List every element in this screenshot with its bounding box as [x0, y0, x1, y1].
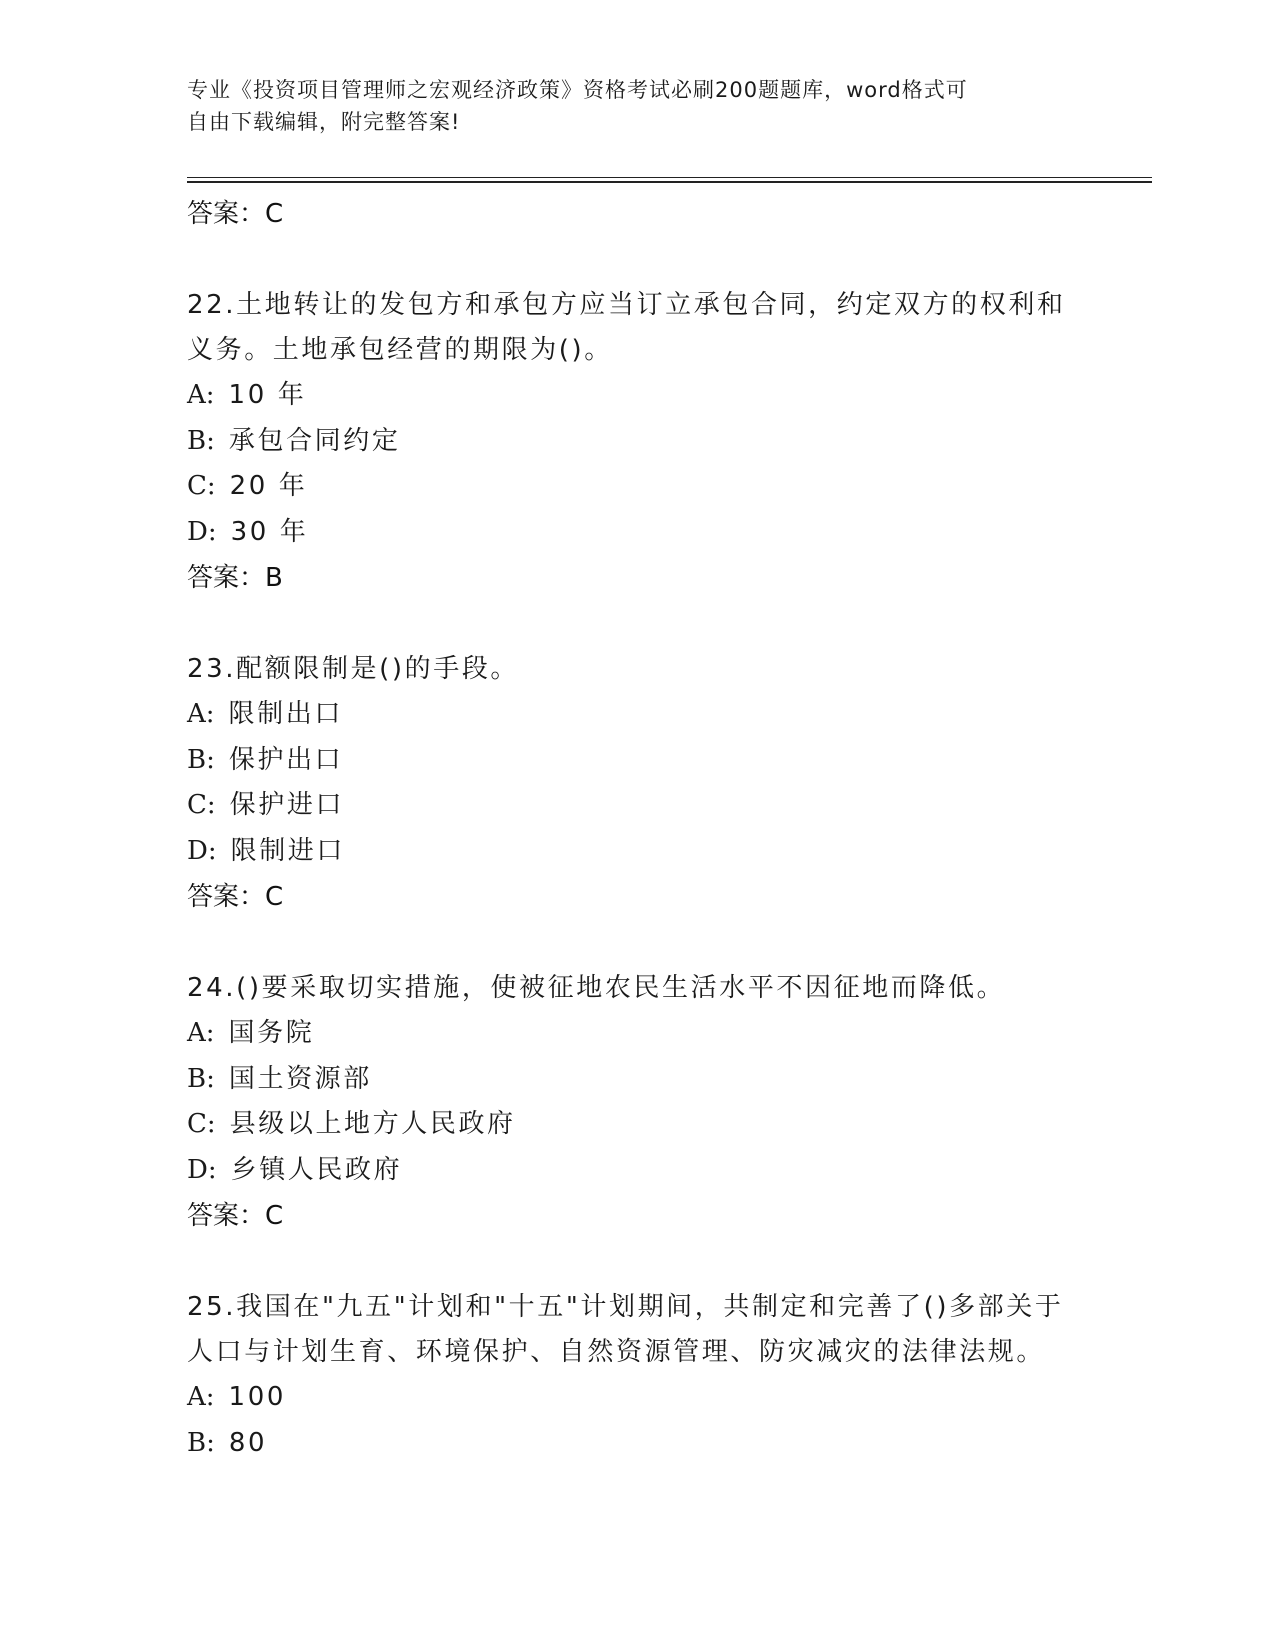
- option-text: 80: [228, 1427, 268, 1458]
- option-key: B:: [187, 1427, 215, 1458]
- spacer: [187, 237, 1087, 283]
- question-block: [187, 283, 1087, 601]
- answer-line: 答案：B: [187, 563, 283, 593]
- option-text: 国务院: [228, 1018, 315, 1048]
- header-line-2: 自由下载编辑，附完整答案!: [187, 110, 461, 134]
- option-key: A:: [187, 1382, 215, 1412]
- option-c: [187, 1102, 1087, 1148]
- option-key: D:: [187, 1154, 217, 1185]
- option-key: D:: [187, 516, 217, 547]
- option-text: 承包合同约定: [228, 425, 401, 456]
- option-c: [187, 783, 1087, 829]
- option-text: 保护出口: [228, 744, 344, 775]
- option-text: 国土资源部: [228, 1063, 372, 1094]
- option-a: [187, 373, 1087, 419]
- option-key: B:: [187, 744, 215, 775]
- option-key: C:: [187, 1109, 216, 1139]
- spacer: [187, 601, 1087, 647]
- header-line-1: 专业《投资项目管理师之宏观经济政策》资格考试必刷200题题库，word格式可: [187, 78, 968, 102]
- option-a: [187, 1011, 1087, 1057]
- question-text: 23.配额限制是()的手段。: [187, 654, 520, 684]
- option-key: C:: [187, 790, 216, 820]
- option-b: [187, 1421, 1087, 1467]
- option-a: [187, 692, 1087, 738]
- option-d: [187, 510, 1087, 556]
- header-divider-thick: [187, 181, 1152, 183]
- spacer: [187, 1239, 1087, 1285]
- option-key: B:: [187, 1063, 215, 1094]
- option-d: [187, 1148, 1087, 1194]
- option-b: [187, 419, 1087, 465]
- question-block: [187, 1285, 1087, 1466]
- option-key: A:: [187, 380, 215, 410]
- question-text: 25.我国在"九五"计划和"十五"计划期间，共制定和完善了()多部关于人口与计划生育、环境保护、自然资源管理、防灾减灾的法律法规。: [187, 1292, 1064, 1367]
- spacer: [187, 920, 1087, 966]
- option-text: 100: [228, 1382, 286, 1412]
- question-block: [187, 647, 1087, 920]
- option-text: 限制出口: [228, 699, 343, 729]
- option-key: A:: [187, 699, 215, 729]
- option-text: 县级以上地方人民政府: [229, 1109, 516, 1139]
- option-text: 20 年: [229, 471, 308, 501]
- question-block: [187, 966, 1087, 1239]
- option-text: 乡镇人民政府: [230, 1154, 403, 1185]
- option-c: [187, 464, 1087, 510]
- option-a: [187, 1375, 1087, 1421]
- question-text: 22.土地转让的发包方和承包方应当订立承包合同，约定双方的权利和义务。土地承包经营的期限为()。: [187, 290, 1066, 365]
- question-text: 24.()要采取切实措施，使被征地农民生活水平不因征地而降低。: [187, 973, 1006, 1003]
- option-b: [187, 1057, 1087, 1103]
- answer-line: 答案：C: [187, 1201, 284, 1231]
- option-text: 保护进口: [229, 790, 345, 820]
- header-divider-thin: [187, 177, 1152, 178]
- option-b: [187, 738, 1087, 784]
- question-list: [187, 191, 1087, 1466]
- option-key: B:: [187, 425, 215, 456]
- option-key: D:: [187, 835, 217, 866]
- option-key: C:: [187, 471, 216, 501]
- option-key: A:: [187, 1018, 215, 1048]
- document-header: [187, 74, 1067, 138]
- option-text: 30 年: [230, 516, 309, 547]
- option-d: [187, 829, 1087, 875]
- option-text: 10 年: [228, 380, 307, 410]
- previous-answer: 答案：C: [187, 199, 284, 229]
- answer-line: 答案：C: [187, 882, 284, 912]
- option-text: 限制进口: [230, 835, 346, 866]
